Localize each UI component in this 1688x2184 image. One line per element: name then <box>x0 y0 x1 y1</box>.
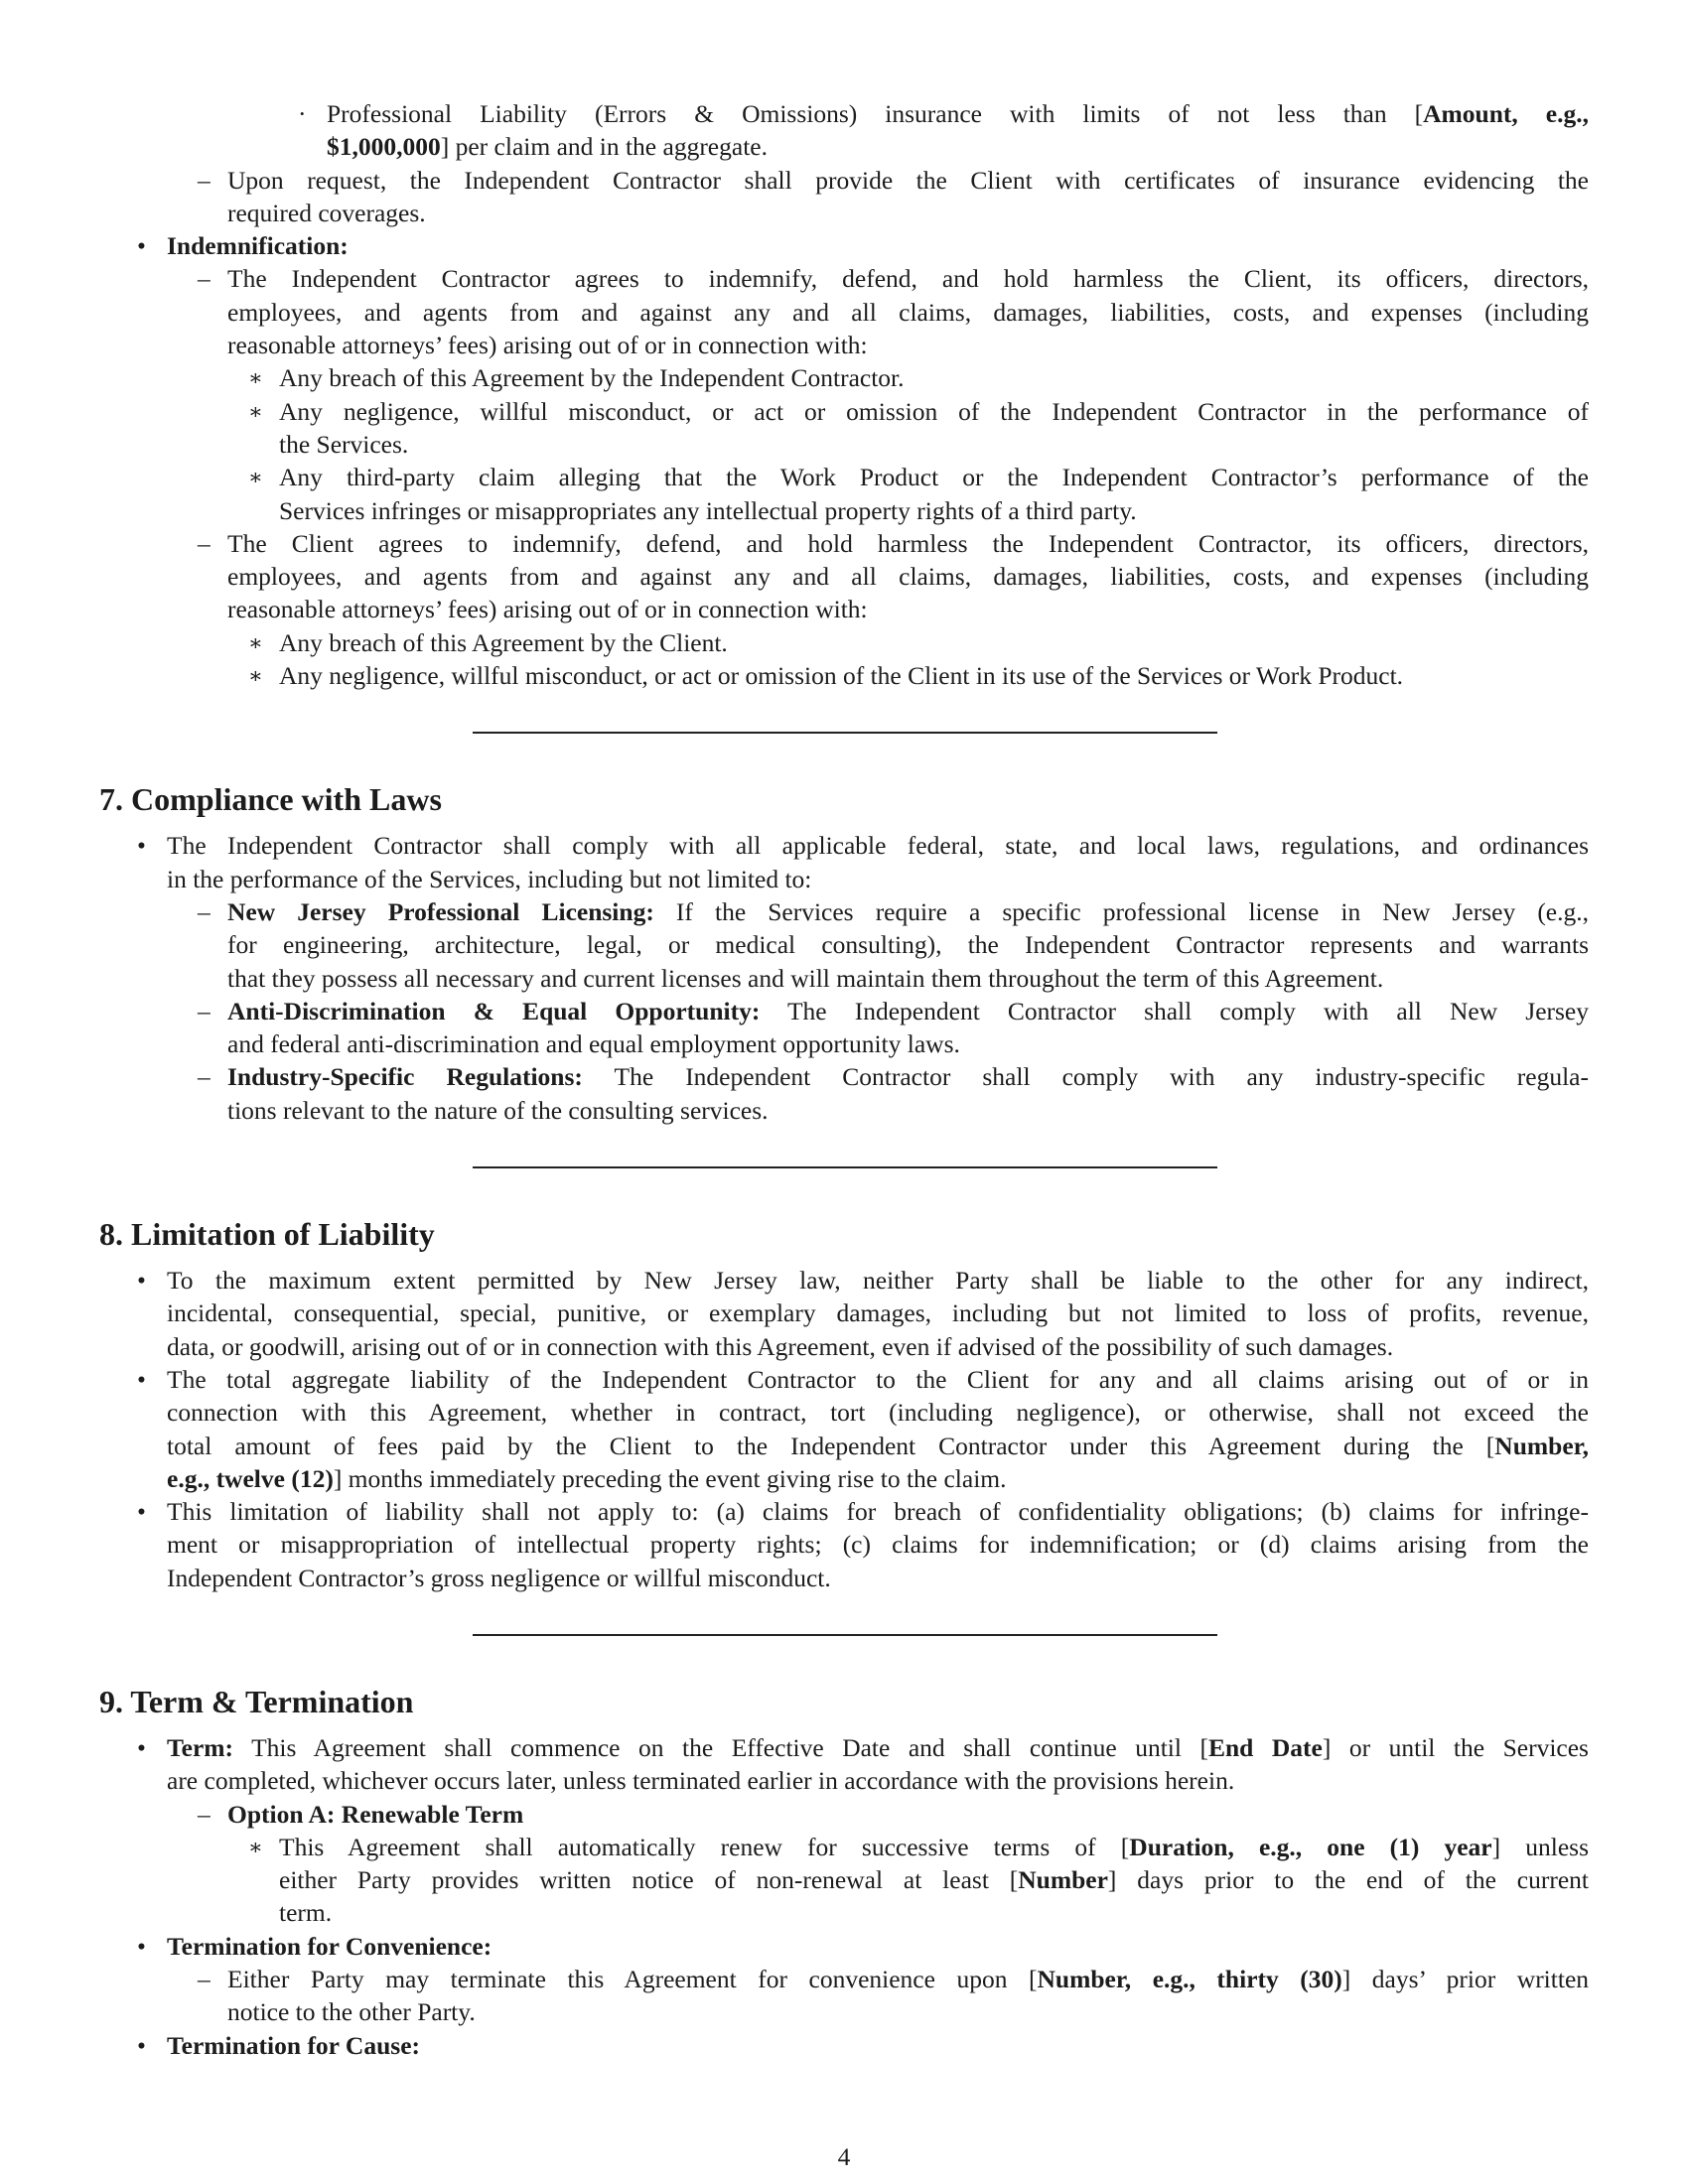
list-item: data, or goodwill, arising out of or in connection with this Agreement, even if advised of the possibility of such damages. <box>167 1331 1394 1361</box>
list-item: notice to the other Party. <box>227 1997 476 2027</box>
list-item: ∗ This Agreement shall automatically renew for successive terms of [Duration, e.g., one (1) year] unless <box>248 1832 1589 1861</box>
list-item: ∗ Any negligence, willful misconduct, or act or omission of the Client in its use of the Services or Work Product. <box>248 661 1404 691</box>
section-heading: 7. Compliance with Laws <box>99 781 442 818</box>
list-item: ∗ Any breach of this Agreement by the Client. <box>248 627 728 657</box>
list-item: ∗ Any third-party claim alleging that the Work Product or the Independent Contractor’s performance of the <box>248 463 1589 492</box>
list-item: and federal anti-discrimination and equal employment opportunity laws. <box>227 1029 960 1059</box>
section-heading: 9. Term & Termination <box>99 1683 414 1719</box>
compliance-intro: • The Independent Contractor shall comply with all applicable federal, state, and local laws, regulations, and ordinances <box>137 831 1589 861</box>
list-item: that they possess all necessary and current licenses and will maintain them throughout the term of this Agreement. <box>227 963 1384 993</box>
document-page <box>99 97 1589 2062</box>
term-clause: are completed, whichever occurs later, unless terminated earlier in accordance with the provisions herein. <box>167 1766 1235 1796</box>
list-item: the Services. <box>279 429 409 459</box>
list-item: for engineering, architecture, legal, or medical consulting), the Independent Contractor represents and warrants <box>227 930 1589 960</box>
list-item: – Industry-Specific Regulations: The Independent Contractor shall comply with any industry-specific regula- <box>198 1062 1589 1092</box>
indemnification-para: employees, and agents from and against any and all claims, damages, liabilities, costs, and expenses (including <box>227 297 1589 327</box>
indemnification-para: – The Client agrees to indemnify, defend, and hold harmless the Independent Contractor, its officers, directors, <box>198 528 1589 558</box>
indemnification-para: employees, and agents from and against any and all claims, damages, liabilities, costs, and expenses (including <box>227 562 1589 592</box>
list-item: Independent Contractor’s gross negligence or willful misconduct. <box>167 1563 831 1592</box>
option-label: – Option A: Renewable Term <box>198 1799 524 1829</box>
insurance-certificate-line: – Upon request, the Independent Contractor shall provide the Client with certificates of insurance evidencing the <box>198 165 1589 195</box>
term-clause: • Term: This Agreement shall commence on the Effective Date and shall continue until [End Date] or until the Services <box>137 1732 1589 1762</box>
list-item: • To the maximum extent permitted by New Jersey law, neither Party shall be liable to the other for any indirect, <box>137 1266 1589 1296</box>
insurance-item-line: $1,000,000] per claim and in the aggregate. <box>327 132 768 162</box>
page-number: 4 <box>837 2142 851 2171</box>
list-item: – Either Party may terminate this Agreement for convenience upon [Number, e.g., thirty (30)] days’ prior written <box>198 1965 1590 1994</box>
indemnification-para: – The Independent Contractor agrees to indemnify, defend, and hold harmless the Client, its officers, directors, <box>198 264 1589 294</box>
list-item: • The total aggregate liability of the Independent Contractor to the Client for any and all claims arising out of or in <box>137 1364 1589 1394</box>
insurance-item-line: · Professional Liability (Errors & Omissions) insurance with limits of not less than [Amount, e.g., <box>298 99 1589 128</box>
list-item: incidental, consequential, special, punitive, or exemplary damages, including but not limited to loss of profits, revenue, <box>167 1298 1589 1328</box>
list-item: e.g., twelve (12)] months immediately preceding the event giving rise to the claim. <box>167 1463 1007 1493</box>
list-item: – Anti-Discrimination & Equal Opportunity: The Independent Contractor shall comply with all New Jersey <box>198 996 1590 1025</box>
termination-cause-label: • Termination for Cause: <box>137 2030 420 2060</box>
compliance-intro: in the performance of the Services, including but not limited to: <box>167 864 812 893</box>
list-item: term. <box>279 1898 333 1928</box>
indemnification-para: reasonable attorneys’ fees) arising out of or in connection with: <box>227 595 868 624</box>
list-item: ∗ Any negligence, willful misconduct, or act or omission of the Independent Contractor in the performance of <box>248 396 1589 426</box>
list-item: connection with this Agreement, whether in contract, tort (including negligence), or otherwise, shall not exceed the <box>167 1398 1589 1428</box>
list-item: ment or misappropriation of intellectual property rights; (c) claims for indemnification; or (d) claims arising from the <box>167 1530 1589 1560</box>
list-item: total amount of fees paid by the Client to the Independent Contractor under this Agreement during the [Number, <box>167 1431 1589 1460</box>
indemnification-para: reasonable attorneys’ fees) arising out of or in connection with: <box>227 331 868 360</box>
indemnification-label: • Indemnification: <box>137 231 349 261</box>
section-heading: 8. Limitation of Liability <box>99 1216 435 1253</box>
list-item: ∗ Any breach of this Agreement by the Independent Contractor. <box>248 363 905 393</box>
list-item: either Party provides written notice of non-renewal at least [Number] days prior to the end of the current <box>279 1865 1589 1895</box>
list-item: – New Jersey Professional Licensing: If the Services require a specific professional license in New Jersey (e.g., <box>198 896 1590 926</box>
list-item: • This limitation of liability shall not apply to: (a) claims for breach of confidentiality obligations; (b) claims for infringe- <box>137 1497 1589 1527</box>
termination-convenience-label: • Termination for Convenience: <box>137 1931 492 1961</box>
list-item: tions relevant to the nature of the consulting services. <box>227 1095 769 1125</box>
list-item: Services infringes or misappropriates any intellectual property rights of a third party. <box>279 495 1137 525</box>
insurance-certificate-line: required coverages. <box>227 198 426 227</box>
